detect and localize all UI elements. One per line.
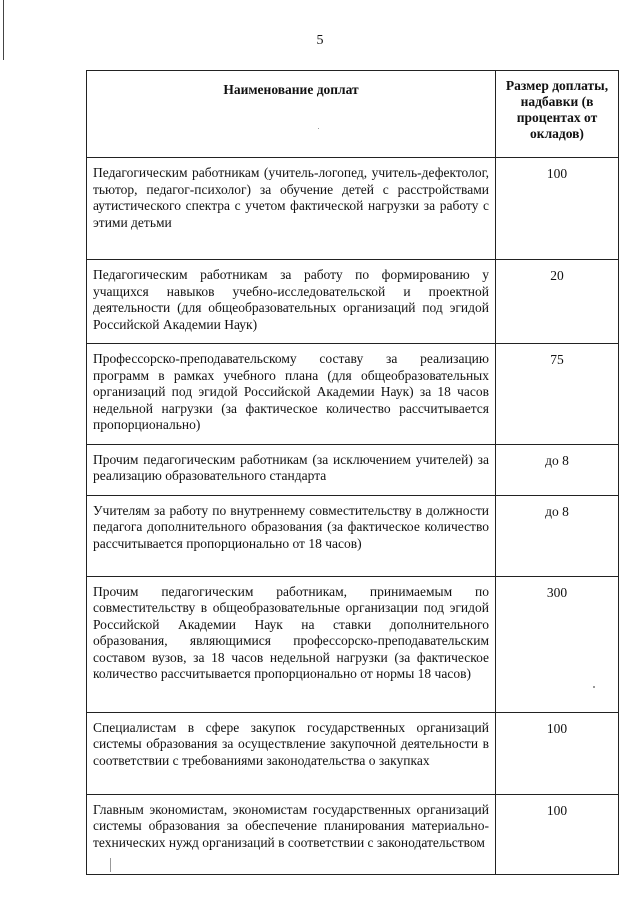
allowance-amount-cell: 100	[496, 158, 619, 260]
table-row	[87, 344, 619, 445]
allowance-name-cell: Прочим педагогическим работникам, принимаемым по совместительству в общеобразовательные организации под эгидой Российской Академии Наук на ставки дополнительного образования, являющимися профессорско-преподавательским составом вузов, за 18 часов недельной нагрузки (за фактическое количество рассчитывается пропорционально от нормы 18 часов)	[87, 576, 496, 712]
scan-edge-line	[3, 0, 4, 60]
table-header-row	[87, 71, 619, 158]
table-row	[87, 444, 619, 495]
allowance-name-cell: Профессорско-преподавательскому составу за реализацию программ в рамках учебного плана (для общеобразовательных организаций под эгидой Российской Академии Наук) за 18 часов недельной нагрузки (за фактическое количество рассчитывается пропорционально)	[87, 344, 496, 445]
page-number: 5	[316, 33, 324, 48]
allowance-amount-cell: до 8	[496, 495, 619, 576]
allowances-table	[86, 70, 619, 875]
allowance-amount-cell: 100	[496, 712, 619, 794]
allowance-amount-cell: 75	[496, 344, 619, 445]
allowance-name-cell: Педагогическим работникам (учитель-логопед, учитель-дефектолог, тьютор, педагог-психолог) за обучение детей с расстройствами аутистического спектра с учетом фактической нагрузки за работу с этими детьми	[87, 158, 496, 260]
allowance-name-cell: Прочим педагогическим работникам (за исключением учителей) за реализацию образовательного стандарта	[87, 444, 496, 495]
allowance-name-cell: Педагогическим работникам за работу по формированию у учащихся навыков учебно-исследовательской и проектной деятельности (для общеобразовательных организаций под эгидой Российской Академии Наук)	[87, 260, 496, 344]
table-row	[87, 712, 619, 794]
allowance-amount-cell: 300	[496, 576, 619, 712]
scan-speck	[593, 686, 595, 688]
scan-mark	[110, 858, 111, 872]
table-row	[87, 495, 619, 576]
allowance-amount-cell: 20	[496, 260, 619, 344]
table-row	[87, 794, 619, 874]
table-row	[87, 576, 619, 712]
scan-speck	[318, 128, 319, 129]
table-row	[87, 260, 619, 344]
header-allowance-name: Наименование доплат	[87, 71, 496, 158]
header-allowance-amount: Размер доплаты, надбавки (в процентах от окладов)	[496, 71, 619, 158]
allowance-name-cell: Главным экономистам, экономистам государственных организаций системы образования за обеспечение планирования материально-технических нужд организаций в соответствии с законодательством	[87, 794, 496, 874]
allowance-amount-cell: до 8	[496, 444, 619, 495]
allowance-name-cell: Специалистам в сфере закупок государственных организаций системы образования за осуществление закупочной деятельности в соответствии с требованиями законодательства о закупках	[87, 712, 496, 794]
allowance-amount-cell: 100	[496, 794, 619, 874]
allowance-name-cell: Учителям за работу по внутреннему совместительству в должности педагога дополнительного образования (за фактическое количество рассчитывается пропорционально от 18 часов)	[87, 495, 496, 576]
table-row	[87, 158, 619, 260]
